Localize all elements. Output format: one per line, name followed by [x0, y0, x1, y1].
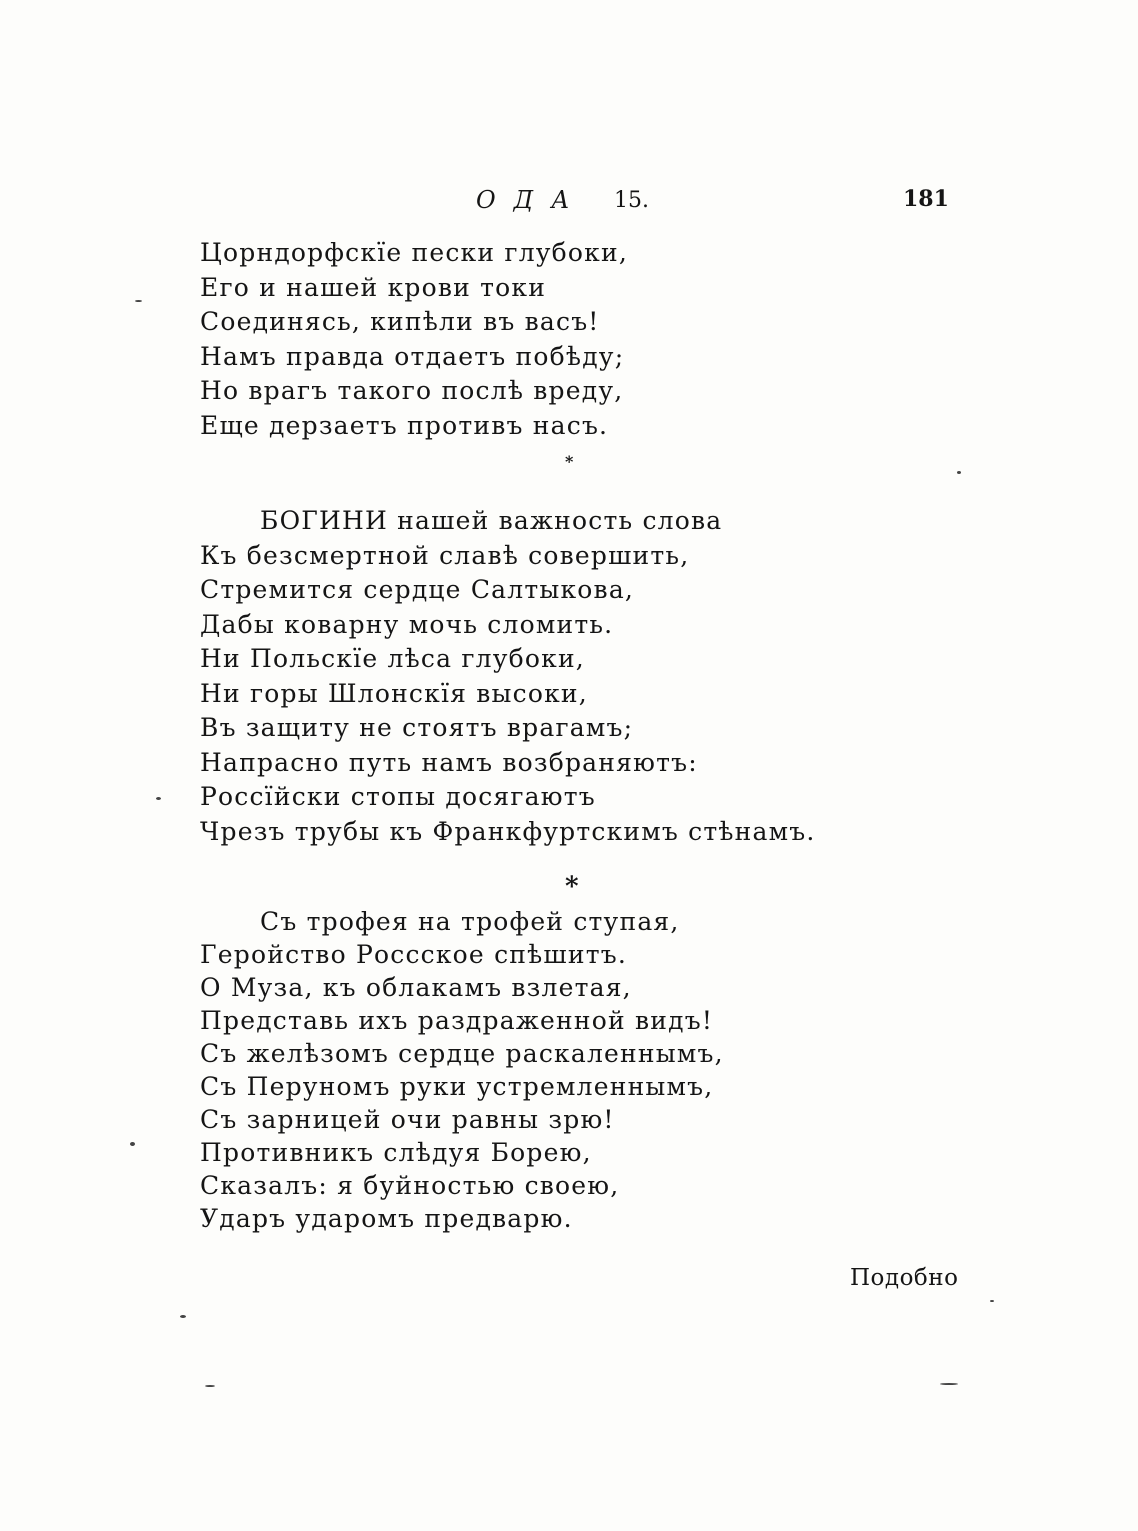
verse-line: Россїйски стопы досягаютъ — [200, 782, 596, 811]
stanza-2 — [200, 504, 900, 849]
verse-line: Цорндорфскїе пески глубоки, — [200, 238, 629, 267]
verse-line: Ударъ ударомъ предварю. — [200, 1204, 573, 1233]
verse-line: Ни Польскїе лѣса глубоки, — [200, 644, 585, 673]
verse-line: О Муза, къ облакамъ взлетая, — [200, 973, 632, 1002]
verse-line: Представь ихъ раздраженной видъ! — [200, 1006, 714, 1035]
scan-speck — [957, 471, 961, 474]
verse-line: Къ безсмертной славѣ совершить, — [200, 540, 690, 570]
verse-line: Въ защиту не стоятъ врагамъ; — [200, 713, 634, 742]
catchword: Подобно — [850, 1265, 959, 1291]
verse-line: Съ трофея на трофей ступая, — [260, 907, 680, 936]
verse-line: Его и нашей крови токи — [200, 272, 547, 302]
verse-line: Съ зарницей очи равны зрю! — [200, 1105, 615, 1134]
stanza-separator-asterisk: * — [565, 452, 574, 471]
verse-line: Соединясь, кипѣли въ васъ! — [200, 307, 600, 336]
page-number: 181 — [903, 186, 949, 212]
stanza-3 — [200, 905, 900, 1235]
stanza-1 — [200, 236, 900, 443]
verse-line: Геройство Россское спѣшитъ. — [200, 940, 627, 969]
verse-line: Ни горы Шлонскїя высоки, — [200, 678, 588, 708]
verse-line: БОГИНИ нашей важность слова — [260, 506, 723, 535]
verse-line: Но врагъ такого послѣ вреду, — [200, 376, 624, 405]
verse-line: Съ желѣзомъ сердце раскаленнымъ, — [200, 1039, 724, 1068]
scan-speck — [130, 1142, 135, 1146]
verse-line: Сказалъ: я буйностью своею, — [200, 1171, 620, 1200]
stanza-separator-asterisk: * — [565, 872, 579, 902]
scan-speck — [135, 300, 142, 302]
verse-line: Съ Перуномъ руки устремленнымъ, — [200, 1072, 714, 1101]
verse-line: Стремится сердце Салтыкова, — [200, 575, 635, 604]
running-head-title: ОДА — [476, 186, 588, 214]
scan-speck — [156, 797, 161, 800]
verse-line: Противникъ слѣдуя Борею, — [200, 1138, 592, 1167]
verse-line: Напрасно путь намъ возбраняютъ: — [200, 747, 698, 777]
scan-speck — [180, 1315, 186, 1318]
verse-line: Намъ правда отдаетъ побѣду; — [200, 341, 625, 371]
running-head-ode-number: 15. — [614, 188, 649, 213]
verse-line: Еще дерзаетъ противъ насъ. — [200, 410, 609, 440]
scan-speck — [940, 1383, 958, 1385]
scan-speck — [205, 1385, 215, 1387]
verse-line: Чрезъ трубы къ Франкфуртскимъ стѣнамъ. — [200, 816, 816, 846]
scan-speck — [990, 1300, 994, 1302]
verse-line: Дабы коварну мочь сломить. — [200, 609, 614, 639]
